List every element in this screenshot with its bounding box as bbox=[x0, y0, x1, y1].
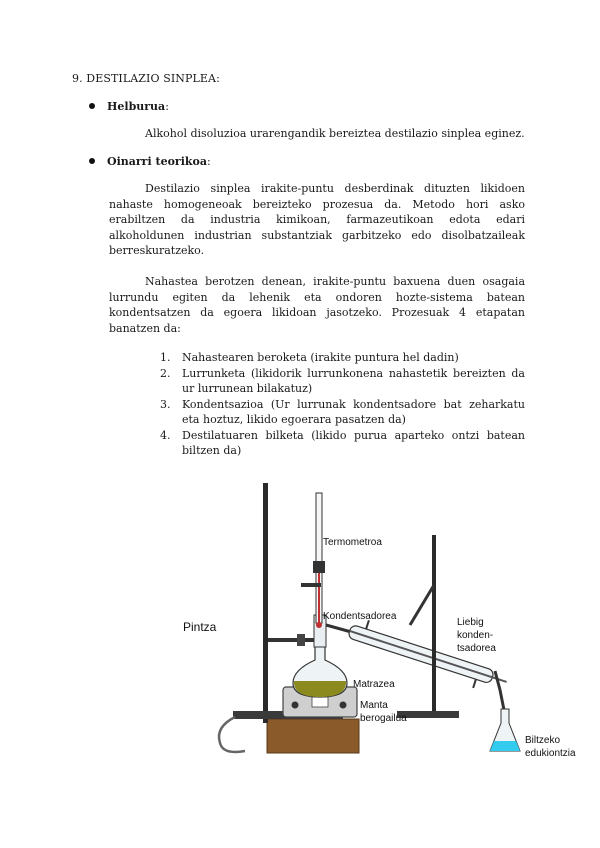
label-liebig-3: tsadorea bbox=[457, 643, 496, 654]
receiver-adapter bbox=[495, 671, 505, 715]
label-mantle-2: berogailua bbox=[360, 713, 407, 724]
section-title: 9. DESTILAZIO SINPLEA: bbox=[72, 72, 220, 85]
label-receiver-2: edukiontzia bbox=[525, 748, 576, 759]
distillation-apparatus-diagram bbox=[175, 475, 595, 765]
goal-heading: Helburua: bbox=[89, 100, 169, 113]
process-steps-list bbox=[160, 350, 525, 459]
list-item: 1. Nahastearen beroketa (irakite puntura hel dadin) bbox=[160, 351, 459, 364]
thermometer-mercury bbox=[318, 565, 320, 623]
label-condenser: Kondentsadorea bbox=[323, 611, 397, 622]
goal-label: Helburua bbox=[107, 100, 166, 113]
bullet-dot-icon bbox=[89, 103, 95, 109]
label-receiver-1: Biltzeko bbox=[525, 735, 561, 746]
wooden-base bbox=[267, 719, 359, 753]
theory-paragraph-2 bbox=[109, 274, 525, 336]
label-clamp: Pintza bbox=[183, 620, 217, 634]
theory-paragraph-1-text: Destilazio sinplea irakite-puntu desberdinak dituzten likidoen nahaste homogeneoak bereizteko prozesua da. Metodo hori asko erabiltzen da industria kimikoan, farmazeutikoan edota edari alkoholdunen industrian substantziak garbitzeko edo disolbatzaileak berreskuratzeko. bbox=[109, 182, 525, 257]
theory-paragraph-1 bbox=[109, 181, 525, 259]
clamp-arm bbox=[268, 638, 320, 642]
bullet-dot-icon bbox=[89, 158, 95, 164]
label-thermometer: Termometroa bbox=[323, 537, 382, 548]
receiver-liquid bbox=[490, 741, 520, 751]
goal-text: Alkohol disoluzioa urarengandik bereiztea destilazio sinplea eginez. bbox=[145, 127, 525, 140]
label-mantle-1: Manta bbox=[360, 700, 388, 711]
list-item: 4. Destilatuaren bilketa (likido purua aparteko ontzi batean biltzen da) bbox=[160, 428, 525, 457]
mantle-knob-icon bbox=[340, 702, 347, 709]
clamp-jaw bbox=[297, 634, 305, 646]
label-liebig-1: Liebig bbox=[457, 617, 484, 628]
label-liebig-2: konden- bbox=[457, 630, 494, 641]
thermometer-bulb bbox=[316, 622, 322, 628]
left-stand-rod bbox=[263, 483, 268, 723]
mantle-display bbox=[312, 697, 328, 707]
mantle-knob-icon bbox=[292, 702, 299, 709]
list-item: 3. Kondentsazioa (Ur lurrunak kondentsadore bat zeharkatu eta hoztuz, likido egoerara pasatzen da) bbox=[160, 397, 525, 426]
upper-clamp bbox=[301, 583, 321, 587]
theory-paragraph-2-text: Nahastea berotzen denean, irakite-puntu baxuena duen osagaia lurrundu egiten da lehenik eta ondoren hozte-sistema batean kondentsatzen da egoera likidoan jasotzeko. Prozesuak 4 etapatan banatzen da: bbox=[109, 275, 525, 335]
list-item: 2. Lurrunketa (likidorik lurrunkonena nahastetik bereizten da ur lurrunean bilakatuz) bbox=[160, 366, 525, 395]
theory-heading: Oinarri teorikoa: bbox=[89, 155, 211, 168]
right-clamp-arm bbox=[410, 585, 434, 625]
theory-label: Oinarri teorikoa bbox=[107, 155, 207, 168]
right-stand-rod bbox=[432, 535, 436, 715]
power-cable bbox=[219, 717, 245, 752]
label-flask: Matrazea bbox=[353, 679, 395, 690]
thermometer-adapter bbox=[313, 561, 325, 573]
